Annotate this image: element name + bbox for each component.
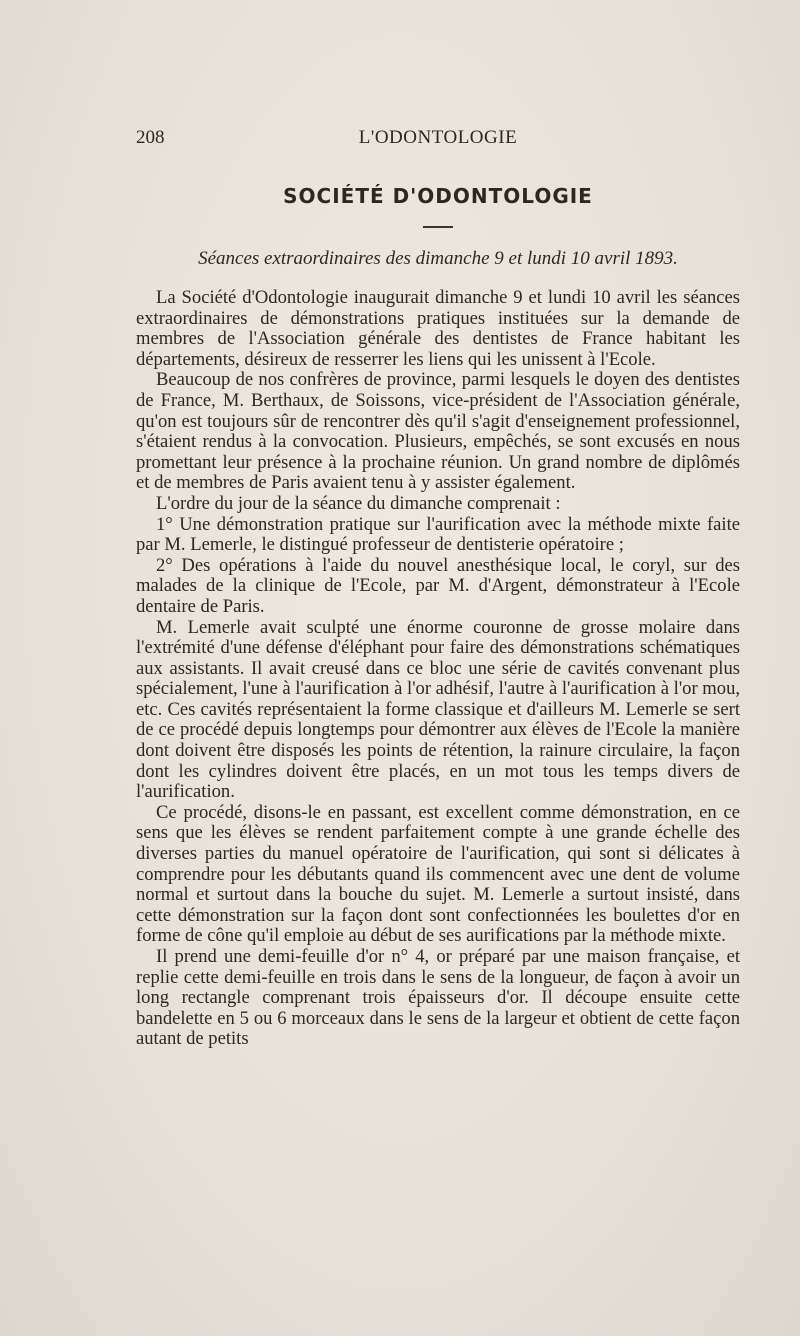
body-text — [136, 288, 740, 1050]
paragraph-agenda-item-2: 2° Des opérations à l'aide du nouvel anesthésique local, le coryl, sur des malades de la clinique de l'Ecole, par M. d'Argent, démonstrateur à l'Ecole dentaire de Paris. — [136, 554, 740, 617]
paragraph-demonstration: M. Lemerle avait sculpté une énorme couronne de grosse molaire dans l'extrémité d'une défense d'éléphant pour faire des démonstrations schématiques aux assistants. Il avait creusé dans ce bloc une série de cavités convenant plus spécialement, l'une à l'aurification à l'or adhésif, l'autre à l'aurification à l'or mou, etc. Ces cavités représentaient la forme classique et d'ailleurs M. Lemerle se sert de ce procédé depuis longtemps pour démontrer aux élèves de l'Ecole la manière dont doivent être disposés les points de rétention, la rainure circulaire, la façon dont les cylindres doivent être placés, en un mot tous les temps divers de l'aurification. — [136, 616, 741, 803]
running-head: L'ODONTOLOGIE — [358, 127, 518, 148]
paragraph-procedure: Ce procédé, disons-le en passant, est excellent comme démonstration, en ce sens que les élèves se rendent parfaitement compte à une grande échelle des diverses parties du manuel opératoire de l'aurification, qui sont si délicates à comprendre pour les débutants quand ils commencent avec une dent de volume normal et surtout dans la bouche du sujet. M. Lemerle a surtout insisté, dans cette démonstration sur la façon dont sont confectionnées les boulettes d'or en forme de cône qu'il emploie au début de ses aurifications par la méthode mixte. — [136, 801, 740, 947]
paragraph-gold-leaf: Il prend une demi-feuille d'or n° 4, or préparé par une maison française, et replie cette demi-feuille en trois dans le sens de la longueur, de façon à avoir un long rectangle comprenant trois épaisseurs d'or. Il découpe ensuite cette bandelette en 5 ou 6 morceaux dans le sens de la largeur et obtient de cette façon autant de petits — [136, 946, 740, 1050]
page-header — [136, 127, 740, 151]
section-title: SOCIÉTÉ D'ODONTOLOGIE — [283, 184, 593, 208]
paragraph-attendance: Beaucoup de nos confrères de province, parmi lesquels le doyen des dentistes de France, M. Berthaux, de Soissons, vice-président de l'Association générale, qu'on est toujours sûr de rencontrer dès qu'il s'agit d'enseignement professionnel, s'étaient rendus à la convocation. Plusieurs, empêchés, se sont excusés en nous promettant leur présence à la prochaine réunion. Un grand nombre de diplômés et de membres de Paris avaient tenu à y assister également. — [136, 369, 740, 494]
paragraph-intro: La Société d'Odontologie inaugurait dimanche 9 et lundi 10 avril les séances extraordinaires de démonstrations pratiques instituées sur la demande de membres de l'Association générale des dentistes de France habitant les départements, désireux de resserrer les liens qui les unissent à l'Ecole. — [136, 287, 740, 370]
session-date: Séances extraordinaires des dimanche 9 et lundi 10 avril 1893. — [198, 248, 678, 269]
paragraph-agenda-item-1: 1° Une démonstration pratique sur l'aurification avec la méthode mixte faite par M. Lemerle, le distingué professeur de dentisterie opératoire ; — [136, 513, 740, 556]
paragraph-agenda: L'ordre du jour de la séance du dimanche comprenait : — [156, 492, 561, 514]
page-number: 208 — [136, 127, 165, 148]
title-rule — [423, 226, 453, 228]
